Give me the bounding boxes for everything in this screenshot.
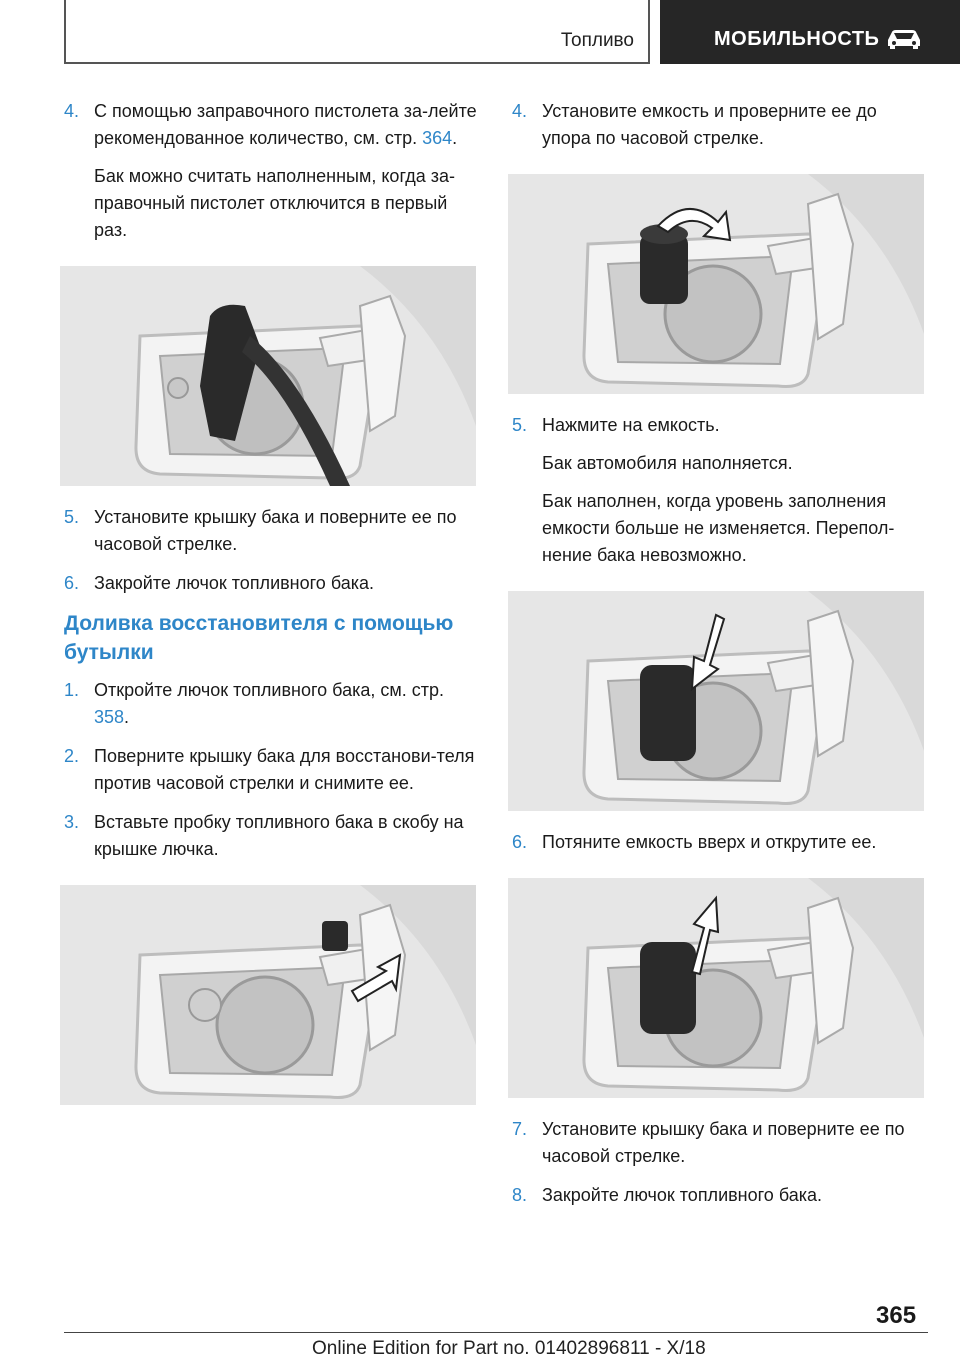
step-text: Вставьте пробку топливного бака в скобу на крышке лючка. xyxy=(94,812,464,859)
step-number: 5. xyxy=(512,415,528,435)
step-6-close xyxy=(60,570,478,597)
illustration-fuel-nozzle xyxy=(60,266,476,486)
illustration-cap-holder xyxy=(60,885,476,1105)
step-text: Поверните крышку бака для восстанови-теля против часовой стрелки и снимите ее. xyxy=(94,746,475,793)
illustration-pull-bottle xyxy=(508,878,924,1098)
step-number: 3. xyxy=(64,812,80,832)
step-number: 2. xyxy=(64,746,80,766)
section-heading: Доливка восстановителя с помощью бутылки xyxy=(64,612,454,664)
step-number: 1. xyxy=(64,680,80,700)
left-column xyxy=(60,98,478,1123)
step-number: 6. xyxy=(512,832,528,852)
step-text: С помощью заправочного пистолета за-лейте рекомендованное количество, см. стр. 364. xyxy=(94,101,477,148)
step-3-insert-cap xyxy=(60,809,478,863)
step-text: Закройте лючок топливного бака. xyxy=(542,1185,823,1205)
section-title: Топливо xyxy=(560,30,634,51)
page-link-358[interactable]: 358 xyxy=(94,707,125,727)
page-link-364[interactable]: 364 xyxy=(422,128,453,148)
footer-divider xyxy=(64,1332,928,1333)
step-text: Установите крышку бака и поверните ее по часовой стрелке. xyxy=(542,1119,905,1166)
step-text: Нажмите на емкость. xyxy=(542,415,720,435)
step-text: Установите емкость и проверните ее до упора по часовой стрелке. xyxy=(542,101,877,148)
step-note: Бак автомобиля наполняется. xyxy=(542,453,793,473)
page-number: 365 xyxy=(876,1302,917,1329)
right-column xyxy=(508,98,926,1221)
header-chapter-box xyxy=(660,0,960,64)
step-6-pull-bottle xyxy=(508,829,926,856)
step-text: Потяните емкость вверх и открутите ее. xyxy=(542,832,877,852)
edition-note: Online Edition for Part no. 01402896811 - X/18 xyxy=(312,1338,706,1359)
car-icon xyxy=(884,26,924,50)
step-7-cap xyxy=(508,1116,926,1170)
step-note: Бак наполнен, когда уровень заполнения емкости больше не изменяется. Перепол-нение бака невозможно. xyxy=(542,491,895,565)
header-section-box xyxy=(64,0,650,64)
step-number: 4. xyxy=(64,101,80,121)
step-number: 6. xyxy=(64,573,80,593)
illustration-press-bottle xyxy=(508,591,924,811)
step-2-remove-cap xyxy=(60,743,478,797)
step-number: 7. xyxy=(512,1119,528,1139)
step-4-install-bottle xyxy=(508,98,926,152)
step-text: Откройте лючок топливного бака, см. стр. 358. xyxy=(94,680,444,727)
step-text: Закройте лючок топливного бака. xyxy=(94,573,375,593)
step-4-fill xyxy=(60,98,478,244)
step-1-open-flap xyxy=(60,677,478,731)
step-number: 4. xyxy=(512,101,528,121)
step-8-close xyxy=(508,1182,926,1209)
chapter-title: МОБИЛЬНОСТЬ xyxy=(714,28,880,50)
step-5-cap xyxy=(60,504,478,558)
step-number: 5. xyxy=(64,507,80,527)
step-5-press-bottle xyxy=(508,412,926,569)
step-text: Установите крышку бака и поверните ее по часовой стрелке. xyxy=(94,507,457,554)
step-number: 8. xyxy=(512,1185,528,1205)
step-note: Бак можно считать наполненным, когда за-правочный пистолет отключится в первый раз. xyxy=(94,166,455,240)
illustration-rotate-bottle xyxy=(508,174,924,394)
